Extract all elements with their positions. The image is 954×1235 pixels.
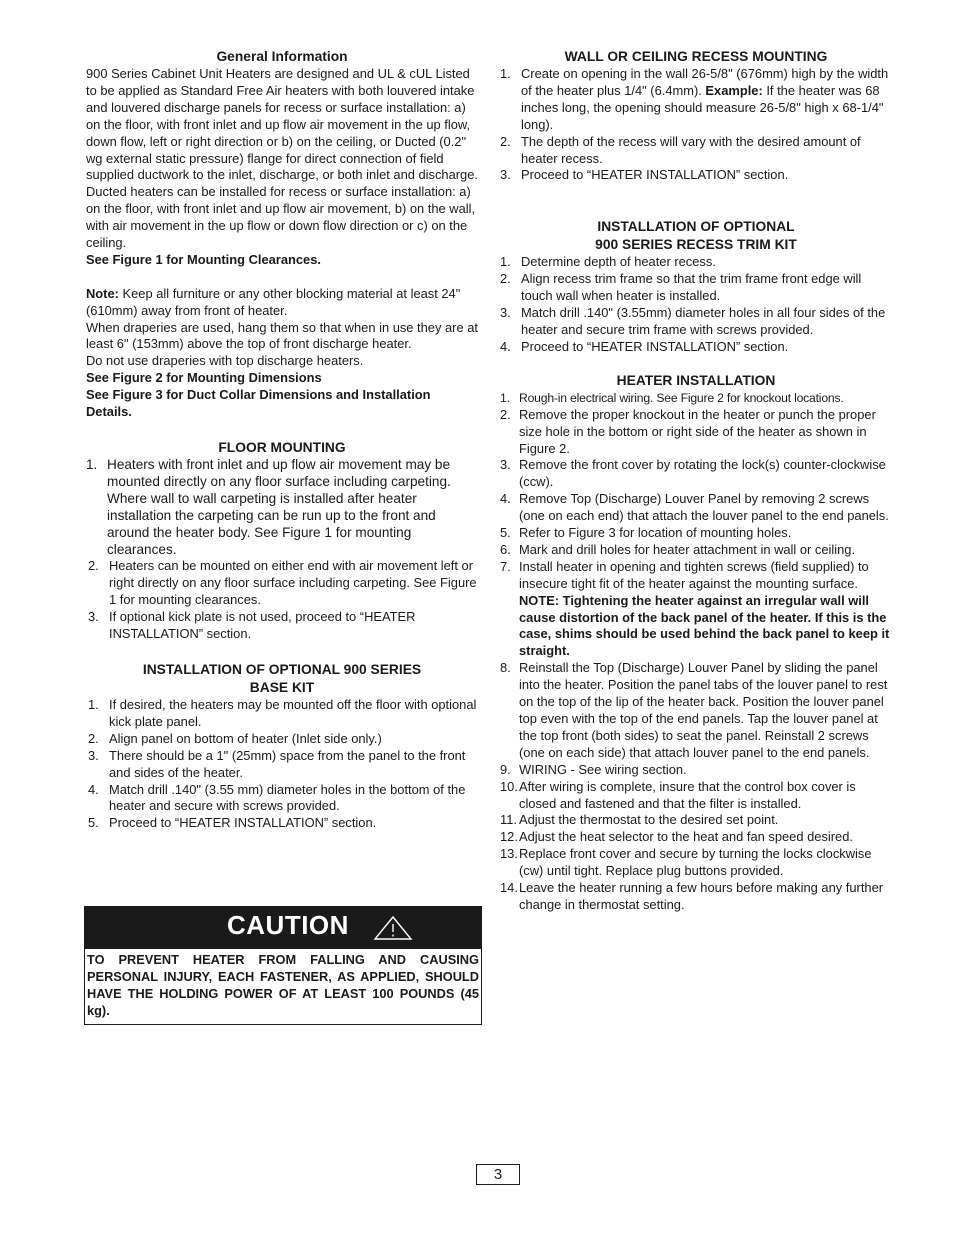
base-kit-heading: INSTALLATION OF OPTIONAL 900 SERIES BASE KIT	[142, 661, 422, 695]
list-item: 9. WIRING - See wiring section.	[500, 761, 687, 777]
furniture-note	[86, 286, 478, 320]
floor-mounting-heading: FLOOR MOUNTING	[218, 440, 346, 456]
list-item: 14. Leave the heater running a few hours before making any further change in thermostat setting.	[500, 880, 884, 912]
list-item: 11. Adjust the thermostat to the desired set point.	[500, 812, 779, 828]
see-figure-1-note: See Figure 1 for Mounting Clearances.	[86, 251, 321, 267]
trim-kit-list	[498, 254, 894, 355]
list-item: 3. If optional kick plate is not used, proceed to “HEATER INSTALLATION” section.	[88, 609, 416, 642]
note-text: Keep all furniture or any other blocking material at least 24" (610mm) away from front of heater.	[86, 285, 461, 318]
page-number: 3	[476, 1164, 520, 1185]
list-item: 1. Determine depth of heater recess.	[500, 254, 716, 270]
list-item: 13. Replace front cover and secure by turning the locks clockwise (cw) until tight. Replace plug buttons provided.	[500, 846, 872, 879]
floor-mounting-list	[86, 457, 478, 643]
left-column	[86, 48, 478, 832]
list-item: 10. After wiring is complete, insure that the control box cover is closed and fastened and that the filter is installed.	[500, 778, 856, 811]
recess-mounting-list	[498, 66, 894, 184]
recess-mounting-heading: WALL OR CEILING RECESS MOUNTING	[564, 49, 828, 64]
list-item: 8. Reinstall the Top (Discharge) Louver Panel by sliding the panel into the heater. Position the panel tabs of the louver panel to rest on the top of the lip of the heater back. Position the louver panel top even with the top of the end panels. Tap the louver panel at the top front (both sides) to seat the panel. Reinstall 2 screws (one on each side) that attach louver panel to the end panels.	[500, 660, 888, 760]
list-item: 3. There should be a 1" (25mm) space from the panel to the front and sides of the heater.	[88, 747, 466, 780]
see-figure-3-note: See Figure 3 for Duct Collar Dimensions and Installation Details.	[86, 387, 431, 420]
general-information-heading: General Information	[216, 49, 348, 64]
list-item: 1. Rough-in electrical wiring. See Figure 2 for knockout locations.	[500, 390, 844, 405]
list-item: 1. Heaters with front inlet and up flow air movement may be mounted directly on any floor surface including carpeting. Where wall to wall carpeting is installed after heater installation the carpeting can be run up to the front and around the heater body. See Figure 1 for mounting clearances.	[86, 457, 451, 557]
list-item: 3. Match drill .140" (3.55mm) diameter holes in all four sides of the heater and secure trim frame with screws provided.	[500, 305, 886, 337]
heater-installation-heading: HEATER INSTALLATION	[616, 372, 776, 388]
warning-triangle-icon	[373, 915, 413, 941]
caution-text: TO PREVENT HEATER FROM FALLING AND CAUSING PERSONAL INJURY, EACH FASTENER, AS APPLIED, SHOULD HAVE THE HOLDING POWER OF AT LEAST 100 POUNDS (45 kg).	[87, 952, 479, 1018]
general-paragraph: 900 Series Cabinet Unit Heaters are designed and UL & cUL Listed to be applied as Standard Free Air heaters with both louvered intake and louvered discharge panels for recess or surface installation: a) on the floor, with front inlet and up flow air movement in the up flow, down flow, left or right direction or b) on the ceiling, or Ducted (0.2" wg external static pressure) flange for direct connection of field supplied ductwork to the inlet, discharge, or both inlet and discharge. Ducted heaters can be installed for recess or surface installation: a) on the floor, with front inlet and up flow air movement, b) on the wall, with air movement in the up flow or down flow direction or c) on the ceiling.	[86, 66, 478, 251]
list-item: 7. Install heater in opening and tighten screws (field supplied) to insecure tight fit of the heater against the mounting surface. NOTE: Tightening the heater against an irregular wall will cause distortion of the back panel of the heater. If this is the case, shims should be used behind the back panel to keep it straight.	[498, 559, 894, 660]
heater-installation-list	[498, 390, 894, 914]
list-item: 2. Align recess trim frame so that the trim frame front edge will touch wall when heater is installed.	[500, 271, 862, 304]
base-kit-list	[86, 697, 478, 832]
shim-warning-note: NOTE: Tightening the heater against an irregular wall will cause distortion of the back panel of the heater. If this is the case, shims should be used behind the back panel to keep it straight.	[519, 592, 890, 659]
list-item: 4. Match drill .140" (3.55 mm) diameter holes in the bottom of the heater and secure with screws provided.	[88, 781, 466, 814]
note-label: Note:	[86, 285, 119, 301]
list-item: 1. Create on opening in the wall 26-5/8" (676mm) high by the width of the heater plus 1/4" (6.4mm). Example: If the heater was 68 inches long, the opening should measure 26-5/8" high x 68-1/4" long).	[500, 66, 889, 132]
list-item: 5. Proceed to “HEATER INSTALLATION” section.	[88, 815, 377, 831]
caution-title: CAUTION	[227, 910, 349, 940]
no-draperies-note: Do not use draperies with top discharge heaters.	[86, 353, 364, 369]
right-column	[498, 48, 894, 914]
caution-box	[84, 906, 482, 1025]
list-item: 2. Remove the proper knockout in the heater or punch the proper size hole in the bottom or right side of the heater as shown in Figure 2.	[500, 406, 876, 456]
list-item: 4. Remove Top (Discharge) Louver Panel by removing 2 screws (one on each end) that attach the louver panel to the end panels.	[500, 491, 889, 524]
see-figure-2-note: See Figure 2 for Mounting Dimensions	[86, 370, 322, 386]
list-item: 4. Proceed to “HEATER INSTALLATION” section.	[500, 338, 789, 354]
list-item: 3. Remove the front cover by rotating the lock(s) counter-clockwise (ccw).	[500, 457, 886, 490]
draperies-note: When draperies are used, hang them so that when in use they are at least 6" (153mm) above the top of front discharge heater.	[86, 319, 478, 352]
list-item: 6. Mark and drill holes for heater attachment in wall or ceiling.	[500, 541, 856, 557]
list-item: 3. Proceed to “HEATER INSTALLATION” section.	[500, 167, 789, 183]
trim-kit-heading: INSTALLATION OF OPTIONAL 900 SERIES RECESS TRIM KIT	[595, 219, 797, 253]
list-item: 1. If desired, the heaters may be mounted off the floor with optional kick plate panel.	[88, 696, 477, 729]
list-item: 5. Refer to Figure 3 for location of mounting holes.	[500, 525, 792, 541]
list-item: 2. The depth of the recess will vary with the desired amount of heater recess.	[500, 133, 861, 166]
list-item: 2. Heaters can be mounted on either end with air movement left or right directly on any floor surface including carpeting. See Figure 1 for mounting clearances.	[88, 558, 477, 608]
list-item: 2. Align panel on bottom of heater (Inlet side only.)	[88, 730, 382, 746]
caution-header	[85, 907, 481, 949]
list-item: 12. Adjust the heat selector to the heat and fan speed desired.	[500, 829, 853, 845]
